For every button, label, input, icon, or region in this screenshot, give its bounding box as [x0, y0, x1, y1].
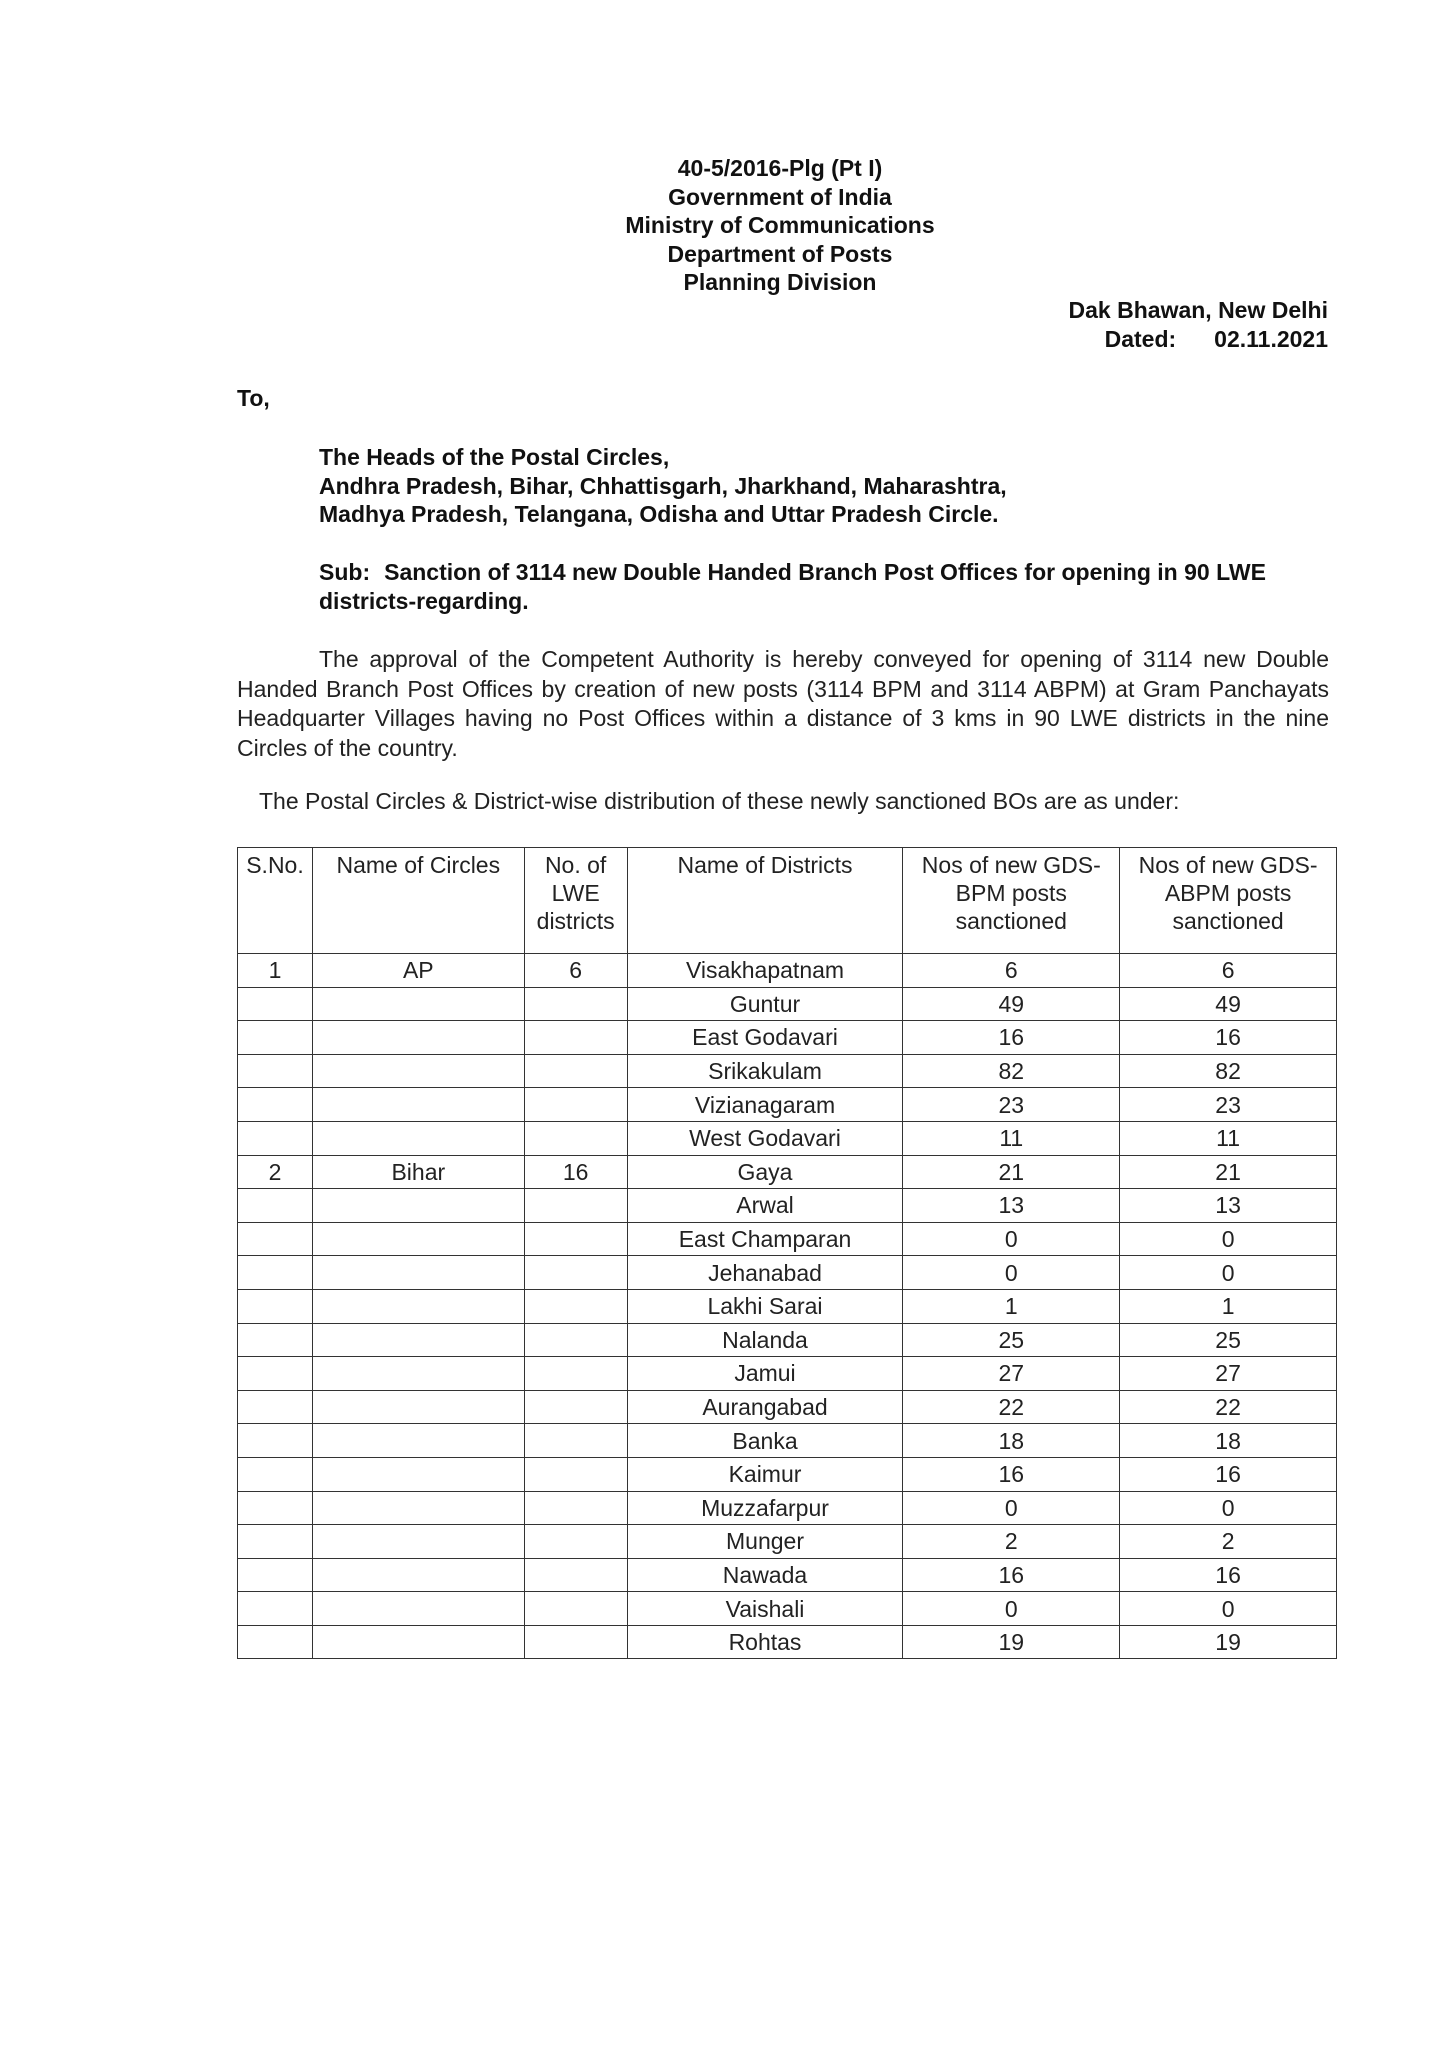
cell-circle — [312, 1256, 524, 1290]
cell-circle — [312, 1357, 524, 1391]
letter-header — [0, 154, 1455, 297]
cell-district: Guntur — [627, 987, 903, 1021]
cell-district: Gaya — [627, 1155, 903, 1189]
cell-circle — [312, 1323, 524, 1357]
org-government: Government of India — [668, 183, 892, 210]
cell-circle — [312, 1054, 524, 1088]
cell-abpm: 0 — [1120, 1592, 1337, 1626]
cell-district: Aurangabad — [627, 1390, 903, 1424]
table-row — [238, 1256, 1337, 1290]
cell-lwe-count — [524, 987, 627, 1021]
cell-sno — [238, 1491, 313, 1525]
cell-circle — [312, 1491, 524, 1525]
cell-sno — [238, 1222, 313, 1256]
header-district: Name of Districts — [627, 848, 903, 954]
cell-circle: Bihar — [312, 1155, 524, 1189]
table-row — [238, 1424, 1337, 1458]
cell-sno — [238, 1424, 313, 1458]
cell-bpm: 0 — [903, 1256, 1120, 1290]
cell-district: Kaimur — [627, 1457, 903, 1491]
cell-lwe-count — [524, 1592, 627, 1626]
table-row — [238, 1155, 1337, 1189]
cell-circle — [312, 1189, 524, 1223]
cell-sno: 2 — [238, 1155, 313, 1189]
cell-lwe-count — [524, 1021, 627, 1055]
cell-lwe-count — [524, 1054, 627, 1088]
date-line — [1069, 325, 1328, 354]
cell-bpm: 1 — [903, 1289, 1120, 1323]
cell-sno — [238, 1592, 313, 1626]
cell-lwe-count — [524, 1491, 627, 1525]
table-row — [238, 1558, 1337, 1592]
table-row — [238, 1592, 1337, 1626]
cell-bpm: 11 — [903, 1121, 1120, 1155]
cell-sno — [238, 1021, 313, 1055]
cell-circle: AP — [312, 954, 524, 988]
cell-sno — [238, 1256, 313, 1290]
cell-district: Nalanda — [627, 1323, 903, 1357]
cell-sno: 1 — [238, 954, 313, 988]
subject-text: Sanction of 3114 new Double Handed Branch Post Offices for opening in 90 LWE districts-regarding. — [319, 559, 1266, 614]
cell-abpm: 11 — [1120, 1121, 1337, 1155]
cell-bpm: 16 — [903, 1457, 1120, 1491]
table-row — [238, 1323, 1337, 1357]
dated-value: 02.11.2021 — [1214, 326, 1328, 352]
cell-bpm: 0 — [903, 1222, 1120, 1256]
cell-sno — [238, 987, 313, 1021]
cell-abpm: 0 — [1120, 1222, 1337, 1256]
cell-lwe-count — [524, 1088, 627, 1122]
district-distribution-table — [237, 847, 1337, 1659]
cell-abpm: 13 — [1120, 1189, 1337, 1223]
cell-district: Banka — [627, 1424, 903, 1458]
org-ministry: Ministry of Communications — [625, 212, 935, 238]
table-row — [238, 1357, 1337, 1391]
cell-circle — [312, 1525, 524, 1559]
cell-abpm: 16 — [1120, 1558, 1337, 1592]
to-label: To, — [237, 385, 270, 411]
cell-district: Nawada — [627, 1558, 903, 1592]
table-row — [238, 1625, 1337, 1659]
cell-abpm: 0 — [1120, 1256, 1337, 1290]
cell-lwe-count — [524, 1222, 627, 1256]
cell-bpm: 25 — [903, 1323, 1120, 1357]
body-paragraph: The approval of the Competent Authority is hereby conveyed for opening of 3114 new Double Handed Branch Post Offices by creation of new posts (3114 BPM and 3114 ABPM) at Gram Panchayats Headquarter Villages having no Post Offices within a distance of 3 kms in 90 LWE districts in the nine Circles of the country. — [237, 646, 1329, 761]
header-sno: S.No. — [238, 848, 313, 954]
table-row — [238, 1491, 1337, 1525]
cell-abpm: 2 — [1120, 1525, 1337, 1559]
table-row — [238, 1088, 1337, 1122]
cell-bpm: 0 — [903, 1491, 1120, 1525]
cell-circle — [312, 1289, 524, 1323]
cell-bpm: 22 — [903, 1390, 1120, 1424]
cell-circle — [312, 987, 524, 1021]
cell-circle — [312, 1021, 524, 1055]
cell-lwe-count: 16 — [524, 1155, 627, 1189]
cell-sno — [238, 1525, 313, 1559]
cell-circle — [312, 1222, 524, 1256]
cell-lwe-count — [524, 1457, 627, 1491]
cell-bpm: 82 — [903, 1054, 1120, 1088]
cell-bpm: 16 — [903, 1021, 1120, 1055]
table-row — [238, 1525, 1337, 1559]
cell-bpm: 16 — [903, 1558, 1120, 1592]
cell-abpm: 6 — [1120, 954, 1337, 988]
cell-sno — [238, 1558, 313, 1592]
cell-bpm: 18 — [903, 1424, 1120, 1458]
cell-district: West Godavari — [627, 1121, 903, 1155]
cell-bpm: 27 — [903, 1357, 1120, 1391]
table-row — [238, 987, 1337, 1021]
org-division: Planning Division — [683, 269, 877, 295]
cell-lwe-count — [524, 1256, 627, 1290]
cell-district: Jehanabad — [627, 1256, 903, 1290]
table-row — [238, 954, 1337, 988]
cell-district: Visakhapatnam — [627, 954, 903, 988]
header-abpm-posts: Nos of new GDS- ABPM posts sanctioned — [1120, 848, 1337, 954]
table-row — [238, 1021, 1337, 1055]
cell-lwe-count — [524, 1357, 627, 1391]
cell-lwe-count — [524, 1390, 627, 1424]
cell-abpm: 82 — [1120, 1054, 1337, 1088]
cell-circle — [312, 1592, 524, 1626]
cell-district: East Champaran — [627, 1222, 903, 1256]
cell-district: Srikakulam — [627, 1054, 903, 1088]
cell-abpm: 16 — [1120, 1457, 1337, 1491]
cell-district: Munger — [627, 1525, 903, 1559]
cell-lwe-count: 6 — [524, 954, 627, 988]
cell-lwe-count — [524, 1558, 627, 1592]
cell-district: Jamui — [627, 1357, 903, 1391]
cell-district: Muzzafarpur — [627, 1491, 903, 1525]
cell-abpm: 1 — [1120, 1289, 1337, 1323]
cell-bpm: 23 — [903, 1088, 1120, 1122]
cell-bpm: 6 — [903, 954, 1120, 988]
addressee-line: Andhra Pradesh, Bihar, Chhattisgarh, Jharkhand, Maharashtra, — [319, 472, 1007, 499]
cell-lwe-count — [524, 1121, 627, 1155]
cell-abpm: 16 — [1120, 1021, 1337, 1055]
table-row — [238, 1390, 1337, 1424]
addressee-block — [319, 443, 1007, 529]
header-lwe-districts: No. of LWE districts — [524, 848, 627, 954]
cell-bpm: 49 — [903, 987, 1120, 1021]
cell-sno — [238, 1457, 313, 1491]
table-row — [238, 1457, 1337, 1491]
cell-circle — [312, 1558, 524, 1592]
cell-lwe-count — [524, 1424, 627, 1458]
cell-lwe-count — [524, 1189, 627, 1223]
cell-bpm: 13 — [903, 1189, 1120, 1223]
place: Dak Bhawan, New Delhi — [1068, 297, 1328, 323]
cell-circle — [312, 1457, 524, 1491]
cell-circle — [312, 1121, 524, 1155]
cell-district: Rohtas — [627, 1625, 903, 1659]
cell-circle — [312, 1424, 524, 1458]
cell-sno — [238, 1323, 313, 1357]
addressee-line: Madhya Pradesh, Telangana, Odisha and Uttar Pradesh Circle. — [319, 501, 999, 527]
cell-bpm: 2 — [903, 1525, 1120, 1559]
cell-bpm: 21 — [903, 1155, 1120, 1189]
cell-sno — [238, 1625, 313, 1659]
org-department: Department of Posts — [667, 240, 893, 267]
table-row — [238, 1289, 1337, 1323]
cell-sno — [238, 1390, 313, 1424]
cell-sno — [238, 1189, 313, 1223]
subject-block — [319, 558, 1329, 616]
file-number: 40-5/2016-Plg (Pt I) — [677, 155, 883, 181]
cell-lwe-count — [524, 1323, 627, 1357]
cell-circle — [312, 1088, 524, 1122]
cell-abpm: 49 — [1120, 987, 1337, 1021]
cell-sno — [238, 1088, 313, 1122]
cell-abpm: 21 — [1120, 1155, 1337, 1189]
cell-abpm: 0 — [1120, 1491, 1337, 1525]
table-intro: The Postal Circles & District-wise distribution of these newly sanctioned BOs are as under: — [259, 788, 1180, 814]
cell-district: Arwal — [627, 1189, 903, 1223]
place-date-block — [1069, 296, 1328, 354]
table-header-row — [238, 848, 1337, 954]
cell-abpm: 19 — [1120, 1625, 1337, 1659]
cell-bpm: 19 — [903, 1625, 1120, 1659]
subject-label: Sub: — [319, 559, 371, 585]
cell-sno — [238, 1357, 313, 1391]
cell-district: Vizianagaram — [627, 1088, 903, 1122]
table-row — [238, 1121, 1337, 1155]
dated-label: Dated: — [1104, 326, 1177, 352]
cell-district: Vaishali — [627, 1592, 903, 1626]
cell-sno — [238, 1121, 313, 1155]
cell-circle — [312, 1390, 524, 1424]
header-bpm-posts: Nos of new GDS- BPM posts sanctioned — [903, 848, 1120, 954]
cell-abpm: 27 — [1120, 1357, 1337, 1391]
cell-district: East Godavari — [627, 1021, 903, 1055]
cell-bpm: 0 — [903, 1592, 1120, 1626]
cell-sno — [238, 1289, 313, 1323]
cell-sno — [238, 1054, 313, 1088]
cell-lwe-count — [524, 1289, 627, 1323]
cell-abpm: 18 — [1120, 1424, 1337, 1458]
addressee-line: The Heads of the Postal Circles, — [319, 444, 670, 470]
table-row — [238, 1222, 1337, 1256]
table-row — [238, 1189, 1337, 1223]
cell-abpm: 25 — [1120, 1323, 1337, 1357]
table-row — [238, 1054, 1337, 1088]
cell-abpm: 23 — [1120, 1088, 1337, 1122]
header-circle: Name of Circles — [312, 848, 524, 954]
cell-lwe-count — [524, 1625, 627, 1659]
cell-lwe-count — [524, 1525, 627, 1559]
cell-circle — [312, 1625, 524, 1659]
cell-abpm: 22 — [1120, 1390, 1337, 1424]
cell-district: Lakhi Sarai — [627, 1289, 903, 1323]
